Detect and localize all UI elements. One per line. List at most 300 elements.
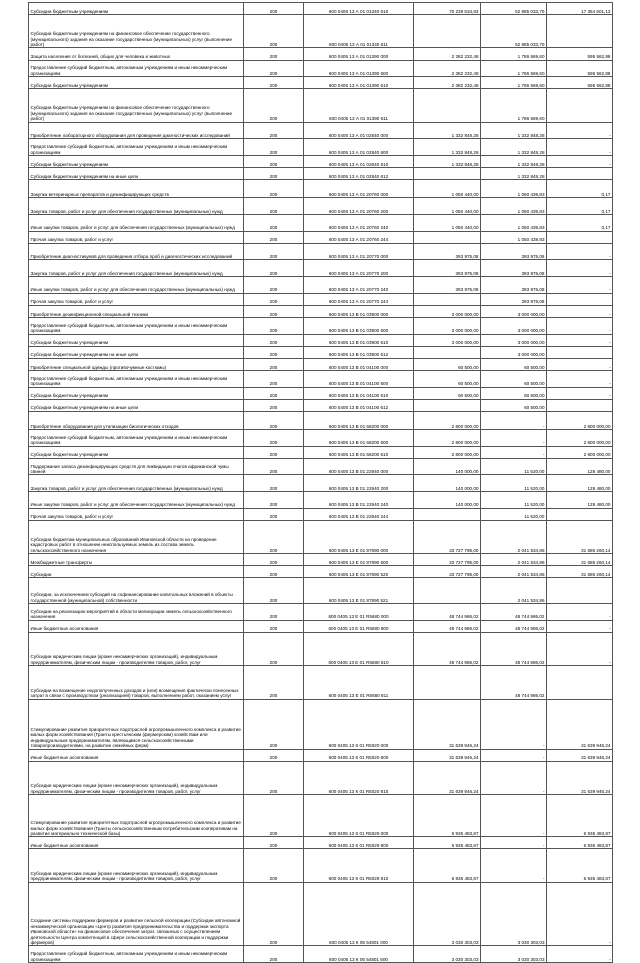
expense-name-cell: Субсидии на реализацию мероприятий в области мелиорации земель сельскохозяйственного назначения [29, 604, 244, 621]
executed-amount-cell: 393 975,08 [481, 243, 547, 260]
approved-amount-cell [414, 89, 481, 122]
table-row [29, 458, 613, 475]
unexecuted-amount-cell [547, 508, 613, 520]
expense-name-cell: Субсидии юридическим лицам (кроме некоммерческих организаций), индивидуальным предпринимателям, физическим лицам - производителям товаров, работ, услуг [29, 761, 244, 794]
line-code-cell: 200 [244, 180, 304, 198]
executed-amount-cell: - [481, 446, 547, 458]
table-row [29, 666, 613, 699]
unexecuted-amount-cell: - [547, 277, 613, 294]
line-code-cell: 200 [244, 346, 304, 358]
budget-classification-cell: 600 0405 13 А 01 01390 600 [304, 60, 414, 77]
table-row [29, 699, 613, 749]
budget-classification-cell: 600 0405 13 А 01 20770 200 [304, 260, 414, 277]
executed-amount-cell: 3 030 303,03 [481, 882, 547, 946]
line-code-cell: 200 [244, 604, 304, 621]
unexecuted-amount-cell: 31 686 260,14 [547, 520, 613, 553]
expense-name-cell: Иные закупки товаров, работ и услуг для обеспечения государственных (муниципальных) нужд [29, 215, 244, 232]
table-row [29, 554, 613, 566]
unexecuted-amount-cell: - [547, 334, 613, 346]
line-code-cell: 200 [244, 578, 304, 604]
approved-amount-cell: 140 000,00 [414, 458, 481, 475]
executed-amount-cell: 2 041 534,86 [481, 578, 547, 604]
executed-amount-cell: 3 030 303,03 [481, 946, 547, 963]
unexecuted-amount-cell: 6 935 483,87 [547, 837, 613, 849]
unexecuted-amount-cell [547, 15, 613, 48]
line-code-cell: 200 [244, 666, 304, 699]
line-code-cell: 200 [244, 458, 304, 475]
table-row [29, 475, 613, 492]
executed-amount-cell: 1 050 439,83 [481, 198, 547, 215]
budget-classification-cell: 600 0405 13 К 01 R5020 810 [304, 761, 414, 794]
expense-name-cell: Приобретение лабораторного оборудования для проведения диагностических исследований [29, 122, 244, 139]
table-row [29, 761, 613, 794]
expense-name-cell: Закупка товаров, работ и услуг для обеспечения государственных (муниципальных) нужд [29, 475, 244, 492]
table-row [29, 89, 613, 122]
unexecuted-amount-cell: - [547, 946, 613, 963]
table-row [29, 399, 613, 411]
table-row [29, 260, 613, 277]
unexecuted-amount-cell: 31 639 946,24 [547, 749, 613, 761]
unexecuted-amount-cell: - [547, 305, 613, 317]
executed-amount-cell: 2 041 534,86 [481, 554, 547, 566]
budget-classification-cell: 600 0405 13 К 05 54801 600 [304, 946, 414, 963]
budget-classification-cell: 600 0405 13 Е 01 87890 521 [304, 578, 414, 604]
line-code-cell: 200 [244, 334, 304, 346]
approved-amount-cell: 2 800 000,00 [414, 429, 481, 446]
expense-name-cell: Межбюджетные трансферты [29, 554, 244, 566]
expense-name-cell: Субсидии бюджетным учреждениям [29, 3, 244, 15]
budget-classification-cell: 600 0405 13 В 01 04100 000 [304, 358, 414, 370]
budget-classification-cell: 600 0405 13 В 01 68200 600 [304, 429, 414, 446]
line-code-cell: 200 [244, 15, 304, 48]
unexecuted-amount-cell: - [547, 632, 613, 665]
expense-name-cell: Создание системы поддержки фермеров и развитие сельской кооперации (Субсидии автономной некоммерческой организации «Центр развития предпринимательства и поддержки экспорта Ивановской области» на финансовое обеспечение затрат, связанных с осуществлением деятельности Центра компетенций в сфере сельскохозяйственной кооперации и поддержки фермеров) [29, 882, 244, 946]
expense-name-cell: Субсидии [29, 566, 244, 578]
approved-amount-cell: 33 727 795,00 [414, 566, 481, 578]
expense-name-cell: Иные бюджетные ассигнования [29, 620, 244, 632]
budget-classification-cell: 600 0405 13 В 01 03900 610 [304, 334, 414, 346]
approved-amount-cell: 393 975,08 [414, 243, 481, 260]
unexecuted-amount-cell [547, 231, 613, 243]
approved-amount-cell [414, 666, 481, 699]
line-code-cell: 200 [244, 749, 304, 761]
expense-name-cell: Субсидии бюджетным учреждениям на финансовое обеспечение государственного (муниципального) задания на оказание государственных (муниципальных) услуг (выполнение работ) [29, 89, 244, 122]
expense-name-cell: Иные закупки товаров, работ и услуг для обеспечения государственных (муниципальных) нужд [29, 277, 244, 294]
budget-classification-cell: 600 0405 13 Е 01 R5680 811 [304, 666, 414, 699]
line-code-cell: 200 [244, 492, 304, 509]
approved-amount-cell: 1 050 440,00 [414, 215, 481, 232]
executed-amount-cell: 11 520,00 [481, 458, 547, 475]
line-code-cell: 200 [244, 882, 304, 946]
unexecuted-amount-cell: - [547, 387, 613, 399]
approved-amount-cell: 2 800 000,00 [414, 411, 481, 429]
executed-amount-cell: 11 520,00 [481, 492, 547, 509]
table-row [29, 139, 613, 156]
approved-amount-cell: 1 050 440,00 [414, 180, 481, 198]
approved-amount-cell: 60 500,00 [414, 358, 481, 370]
unexecuted-amount-cell: 2 800 000,00 [547, 411, 613, 429]
budget-classification-cell: 600 0405 13 А 01 20760 244 [304, 231, 414, 243]
table-row [29, 620, 613, 632]
unexecuted-amount-cell: 6 935 483,87 [547, 794, 613, 836]
executed-amount-cell: 1 050 439,83 [481, 231, 547, 243]
table-row [29, 370, 613, 387]
line-code-cell: 200 [244, 632, 304, 665]
budget-classification-cell: 600 0405 13 К 05 54801 000 [304, 882, 414, 946]
budget-classification-cell: 600 0405 13 Е 01 R5680 810 [304, 632, 414, 665]
table-row [29, 293, 613, 305]
executed-amount-cell: 48 744 986,02 [481, 632, 547, 665]
approved-amount-cell: 2 382 232,48 [414, 77, 481, 89]
unexecuted-amount-cell: - [547, 604, 613, 621]
executed-amount-cell: 60 500,00 [481, 370, 547, 387]
table-row [29, 243, 613, 260]
line-code-cell: 200 [244, 277, 304, 294]
executed-amount-cell: 2 041 534,86 [481, 566, 547, 578]
unexecuted-amount-cell [547, 578, 613, 604]
expense-name-cell: Приобретение специальной одежды (противочумные костюмы) [29, 358, 244, 370]
executed-amount-cell: 60 500,00 [481, 358, 547, 370]
approved-amount-cell: 48 744 986,02 [414, 620, 481, 632]
unexecuted-amount-cell: 6 935 483,87 [547, 849, 613, 882]
executed-amount-cell: - [481, 794, 547, 836]
expense-name-cell: Приобретение оборудования для утилизации биологических отходов [29, 411, 244, 429]
unexecuted-amount-cell: 128 480,00 [547, 458, 613, 475]
executed-amount-cell: 1 786 669,60 [481, 60, 547, 77]
expense-name-cell: Предоставление субсидий бюджетным, автономным учреждениям и иным некоммерческим организациям [29, 946, 244, 963]
line-code-cell: 200 [244, 60, 304, 77]
expense-name-cell: Прочая закупка товаров, работ и услуг [29, 508, 244, 520]
approved-amount-cell: 31 639 946,24 [414, 761, 481, 794]
budget-classification-cell: 600 0405 13 Е 01 R5680 000 [304, 604, 414, 621]
table-row [29, 122, 613, 139]
executed-amount-cell: 11 520,00 [481, 475, 547, 492]
approved-amount-cell [414, 231, 481, 243]
line-code-cell: 200 [244, 48, 304, 60]
expense-name-cell: Субсидии бюджетным учреждениям [29, 387, 244, 399]
line-code-cell: 200 [244, 699, 304, 749]
budget-classification-cell: 600 0405 13 А 01 01390 611 [304, 89, 414, 122]
table-row [29, 60, 613, 77]
expense-name-cell: Стимулирование развития приоритетных подотраслей агропромышленного комплекса и развитие малых форм хозяйствования (Гранты сельскохозяйственным потребительским кооперативам на развитие материально-технической базы) [29, 794, 244, 836]
approved-amount-cell: 6 935 483,87 [414, 794, 481, 836]
unexecuted-amount-cell [547, 293, 613, 305]
expense-name-cell: Предоставление субсидий бюджетным, автономным учреждениям и иным некоммерческим организациям [29, 370, 244, 387]
line-code-cell: 200 [244, 293, 304, 305]
budget-classification-cell: 600 0405 13 Е 01 87890 500 [304, 554, 414, 566]
approved-amount-cell: 3 030 303,03 [414, 882, 481, 946]
expense-name-cell: Предоставление субсидий бюджетным, автономным учреждениям и иным некоммерческим организациям [29, 429, 244, 446]
unexecuted-amount-cell: 31 686 260,14 [547, 566, 613, 578]
budget-classification-cell: 600 0405 13 В 01 22940 240 [304, 492, 414, 509]
executed-amount-cell: 1 786 669,60 [481, 77, 547, 89]
budget-classification-cell: 600 0405 13 А 01 02840 000 [304, 122, 414, 139]
approved-amount-cell [414, 346, 481, 358]
expense-name-cell: Иные закупки товаров, работ и услуг для обеспечения государственных (муниципальных) нужд [29, 492, 244, 509]
line-code-cell: 200 [244, 243, 304, 260]
unexecuted-amount-cell: 0,17 [547, 215, 613, 232]
approved-amount-cell: 31 639 946,24 [414, 699, 481, 749]
table-row [29, 168, 613, 180]
unexecuted-amount-cell [547, 89, 613, 122]
line-code-cell: 200 [244, 305, 304, 317]
executed-amount-cell: 1 786 669,60 [481, 89, 547, 122]
approved-amount-cell: 2 382 232,48 [414, 60, 481, 77]
line-code-cell: 200 [244, 198, 304, 215]
unexecuted-amount-cell: - [547, 620, 613, 632]
expense-name-cell: Субсидии юридическим лицам (кроме некоммерческих организаций), индивидуальным предпринимателям, физическим лицам - производителям товаров, работ, услуг [29, 849, 244, 882]
budget-classification-cell: 600 0405 13 Е 01 R5680 800 [304, 620, 414, 632]
approved-amount-cell: 33 727 795,00 [414, 554, 481, 566]
table-row [29, 632, 613, 665]
executed-amount-cell: 1 786 669,60 [481, 48, 547, 60]
expense-name-cell: Субсидии на возмещение недополученных доходов и (или) возмещение фактически понесенных затрат в связи с производством (реализацией) товаров, выполнением работ, оказанием услуг [29, 666, 244, 699]
expense-name-cell: Поддержание запаса дезинфицирующих средств для ликвидации очагов африканской чумы свиней [29, 458, 244, 475]
expense-name-cell: Субсидии бюджетным учреждениям на финансовое обеспечение государственного (муниципального) задания на оказание государственных (муниципальных) услуг (выполнение работ) [29, 15, 244, 48]
executed-amount-cell: 60 500,00 [481, 399, 547, 411]
approved-amount-cell: 3 000 000,00 [414, 317, 481, 334]
table-row [29, 231, 613, 243]
unexecuted-amount-cell: 31 639 946,24 [547, 761, 613, 794]
line-code-cell: 200 [244, 794, 304, 836]
table-row [29, 317, 613, 334]
budget-classification-cell: 600 0405 13 А 01 20770 000 [304, 243, 414, 260]
budget-classification-cell: 600 0405 13 А 01 20770 244 [304, 293, 414, 305]
budget-classification-cell: 600 0405 13 А 01 20760 240 [304, 215, 414, 232]
line-code-cell: 200 [244, 399, 304, 411]
line-code-cell: 200 [244, 620, 304, 632]
approved-amount-cell: 393 975,08 [414, 260, 481, 277]
executed-amount-cell: 52 885 033,70 [481, 15, 547, 48]
executed-amount-cell: - [481, 849, 547, 882]
approved-amount-cell: 3 030 303,03 [414, 946, 481, 963]
line-code-cell: 200 [244, 475, 304, 492]
unexecuted-amount-cell: 0,17 [547, 198, 613, 215]
approved-amount-cell [414, 508, 481, 520]
expense-name-cell: Субсидии, за исключением субсидий на софинансирование капитальных вложений в объекты государственной (муниципальной) собственности [29, 578, 244, 604]
approved-amount-cell: 60 500,00 [414, 370, 481, 387]
budget-classification-cell: 600 0405 13 А 01 20760 200 [304, 198, 414, 215]
executed-amount-cell: - [481, 411, 547, 429]
expense-name-cell: Субсидии бюджетным учреждениям [29, 334, 244, 346]
line-code-cell: 200 [244, 155, 304, 167]
budget-classification-cell: 600 0405 13 А 01 01390 000 [304, 48, 414, 60]
budget-classification-cell: 600 0405 13 В 01 68200 610 [304, 446, 414, 458]
expense-name-cell: Субсидии бюджетным учреждениям на иные цели [29, 168, 244, 180]
table-row [29, 15, 613, 48]
table-row [29, 578, 613, 604]
line-code-cell: 200 [244, 317, 304, 334]
executed-amount-cell: 3 000 000,00 [481, 346, 547, 358]
table-row [29, 358, 613, 370]
expense-name-cell: Иные бюджетные ассигнования [29, 837, 244, 849]
table-row [29, 334, 613, 346]
expense-name-cell: Закупка товаров, работ и услуг для обеспечения государственных (муниципальных) нужд [29, 198, 244, 215]
expense-name-cell: Прочая закупка товаров, работ и услуг [29, 231, 244, 243]
budget-classification-cell: 600 0405 13 В 01 22940 000 [304, 458, 414, 475]
expense-name-cell: Субсидии бюджетным учреждениям [29, 155, 244, 167]
budget-classification-cell: 600 0405 13 А 01 01340 611 [304, 15, 414, 48]
table-row [29, 749, 613, 761]
executed-amount-cell: 393 975,08 [481, 277, 547, 294]
table-row [29, 849, 613, 882]
executed-amount-cell: 1 332 848,28 [481, 139, 547, 156]
approved-amount-cell: 6 935 483,87 [414, 849, 481, 882]
table-row [29, 3, 613, 15]
budget-classification-cell: 600 0405 13 В 01 22940 200 [304, 475, 414, 492]
unexecuted-amount-cell: 595 562,88 [547, 77, 613, 89]
approved-amount-cell: 393 975,08 [414, 277, 481, 294]
line-code-cell: 200 [244, 849, 304, 882]
executed-amount-cell: 1 332 848,28 [481, 168, 547, 180]
executed-amount-cell: 2 041 534,86 [481, 520, 547, 553]
executed-amount-cell: 1 332 848,28 [481, 155, 547, 167]
expense-name-cell: Закупка товаров, работ и услуг для обеспечения государственных (муниципальных) нужд [29, 260, 244, 277]
approved-amount-cell: 3 000 000,00 [414, 334, 481, 346]
table-row [29, 346, 613, 358]
table-row [29, 794, 613, 836]
table-row [29, 508, 613, 520]
budget-classification-cell: 600 0405 13 В 01 03900 600 [304, 317, 414, 334]
executed-amount-cell: 48 744 986,02 [481, 620, 547, 632]
line-code-cell: 200 [244, 231, 304, 243]
unexecuted-amount-cell: - [547, 155, 613, 167]
unexecuted-amount-cell [547, 399, 613, 411]
table-row [29, 837, 613, 849]
budget-classification-cell: 600 0405 13 А 01 01390 610 [304, 77, 414, 89]
table-row [29, 305, 613, 317]
executed-amount-cell: - [481, 761, 547, 794]
approved-amount-cell: 6 935 483,87 [414, 837, 481, 849]
expense-name-cell: Субсидии юридическим лицам (кроме некоммерческих организаций), индивидуальным предпринимателям, физическим лицам - производителям товаров, работ, услуг [29, 632, 244, 665]
executed-amount-cell: 60 500,00 [481, 387, 547, 399]
unexecuted-amount-cell: - [547, 370, 613, 387]
executed-amount-cell: 393 975,08 [481, 293, 547, 305]
budget-classification-cell: 600 0405 13 К 01 R5029 800 [304, 837, 414, 849]
unexecuted-amount-cell: 595 562,88 [547, 60, 613, 77]
expense-name-cell: Иные бюджетные ассигнования [29, 749, 244, 761]
approved-amount-cell: 1 050 440,00 [414, 198, 481, 215]
table-row [29, 411, 613, 429]
executed-amount-cell: 3 000 000,00 [481, 317, 547, 334]
budget-classification-cell: 600 0405 13 А 01 02840 600 [304, 139, 414, 156]
unexecuted-amount-cell [547, 168, 613, 180]
budget-classification-cell: 600 0405 13 К 01 R5020 000 [304, 699, 414, 749]
approved-amount-cell: 60 500,00 [414, 387, 481, 399]
approved-amount-cell: 31 639 946,24 [414, 749, 481, 761]
expense-name-cell: Предоставление субсидий бюджетным, автономным учреждениям и иным некоммерческим организациям [29, 317, 244, 334]
unexecuted-amount-cell: - [547, 122, 613, 139]
approved-amount-cell [414, 578, 481, 604]
unexecuted-amount-cell [547, 666, 613, 699]
unexecuted-amount-cell: 128 480,00 [547, 492, 613, 509]
budget-classification-cell: 600 0405 13 А 01 01340 610 [304, 3, 414, 15]
line-code-cell: 200 [244, 946, 304, 963]
table-row [29, 566, 613, 578]
approved-amount-cell: 2 382 232,48 [414, 48, 481, 60]
table-row [29, 520, 613, 553]
table-row [29, 155, 613, 167]
executed-amount-cell: - [481, 749, 547, 761]
table-row [29, 604, 613, 621]
unexecuted-amount-cell: 31 686 260,14 [547, 554, 613, 566]
approved-amount-cell [414, 168, 481, 180]
budget-classification-cell: 600 0405 13 А 01 02840 610 [304, 155, 414, 167]
table-row [29, 387, 613, 399]
budget-classification-cell: 600 0405 13 К 01 R5020 800 [304, 749, 414, 761]
budget-classification-cell: 600 0405 13 В 01 04100 600 [304, 370, 414, 387]
table-body [29, 3, 613, 963]
approved-amount-cell [414, 399, 481, 411]
budget-classification-cell: 600 0405 13 К 01 R5029 000 [304, 794, 414, 836]
line-code-cell: 200 [244, 387, 304, 399]
approved-amount-cell: 140 000,00 [414, 492, 481, 509]
budget-classification-cell: 600 0405 13 А 01 20760 000 [304, 180, 414, 198]
expense-name-cell: Приобретение дезинфекционной специальной техники [29, 305, 244, 317]
unexecuted-amount-cell: - [547, 243, 613, 260]
line-code-cell: 200 [244, 260, 304, 277]
table-row [29, 180, 613, 198]
unexecuted-amount-cell: 0,17 [547, 180, 613, 198]
expense-name-cell: Субсидии бюджетам муниципальных образований Ивановской области на проведение кадастровых работ в отношении неиспользуемых земель из состава земель сельскохозяйственного назначения [29, 520, 244, 553]
expense-name-cell: Субсидии бюджетным учреждениям на иные цели [29, 399, 244, 411]
table-row [29, 882, 613, 946]
unexecuted-amount-cell: - [547, 317, 613, 334]
approved-amount-cell [414, 293, 481, 305]
table-row [29, 429, 613, 446]
budget-classification-cell: 600 0405 13 А 01 20770 240 [304, 277, 414, 294]
unexecuted-amount-cell [547, 346, 613, 358]
table-row [29, 277, 613, 294]
budget-classification-cell: 600 0405 13 А 01 02840 612 [304, 168, 414, 180]
executed-amount-cell: 393 975,08 [481, 260, 547, 277]
budget-classification-cell: 600 0405 13 В 01 68200 000 [304, 411, 414, 429]
expense-name-cell: Закупка ветеринарных препаратов и дезинфицирующих средств [29, 180, 244, 198]
line-code-cell: 200 [244, 139, 304, 156]
table-row [29, 492, 613, 509]
budget-classification-cell: 600 0405 13 В 01 03900 000 [304, 305, 414, 317]
unexecuted-amount-cell: - [547, 882, 613, 946]
executed-amount-cell: 52 885 033,70 [481, 3, 547, 15]
unexecuted-amount-cell: - [547, 139, 613, 156]
expense-name-cell: Предоставление субсидий бюджетным, автономным учреждениям и иным некоммерческим организациям [29, 60, 244, 77]
approved-amount-cell: 48 744 986,02 [414, 604, 481, 621]
budget-table-sheet [28, 2, 612, 963]
unexecuted-amount-cell: - [547, 260, 613, 277]
expense-name-cell: Прочая закупка товаров, работ и услуг [29, 293, 244, 305]
unexecuted-amount-cell: 2 800 000,00 [547, 446, 613, 458]
approved-amount-cell: 1 332 848,28 [414, 139, 481, 156]
expense-name-cell: Стимулирование развития приоритетных подотраслей агропромышленного комплекса и развитие малых форм хозяйствования (Гранты крестьянским (фермерским) хозяйствам или индивидуальным предпринимателям, являющимся сельскохозяйственными товаропроизводителями, на развитие семейных ферм) [29, 699, 244, 749]
line-code-cell: 200 [244, 168, 304, 180]
expense-name-cell: Субсидии бюджетным учреждениям на иные цели [29, 346, 244, 358]
table-row [29, 215, 613, 232]
budget-classification-cell: 600 0405 13 Е 01 87890 520 [304, 566, 414, 578]
executed-amount-cell: - [481, 429, 547, 446]
line-code-cell: 200 [244, 411, 304, 429]
approved-amount-cell: 48 744 986,02 [414, 632, 481, 665]
line-code-cell: 200 [244, 215, 304, 232]
line-code-cell: 200 [244, 837, 304, 849]
expense-name-cell: Защита населения от болезней, общих для человека и животных [29, 48, 244, 60]
executed-amount-cell: 1 332 848,28 [481, 122, 547, 139]
approved-amount-cell: 70 239 534,83 [414, 3, 481, 15]
line-code-cell: 200 [244, 77, 304, 89]
table-row [29, 946, 613, 963]
executed-amount-cell: 3 000 000,00 [481, 305, 547, 317]
unexecuted-amount-cell: 17 354 501,13 [547, 3, 613, 15]
table-row [29, 446, 613, 458]
